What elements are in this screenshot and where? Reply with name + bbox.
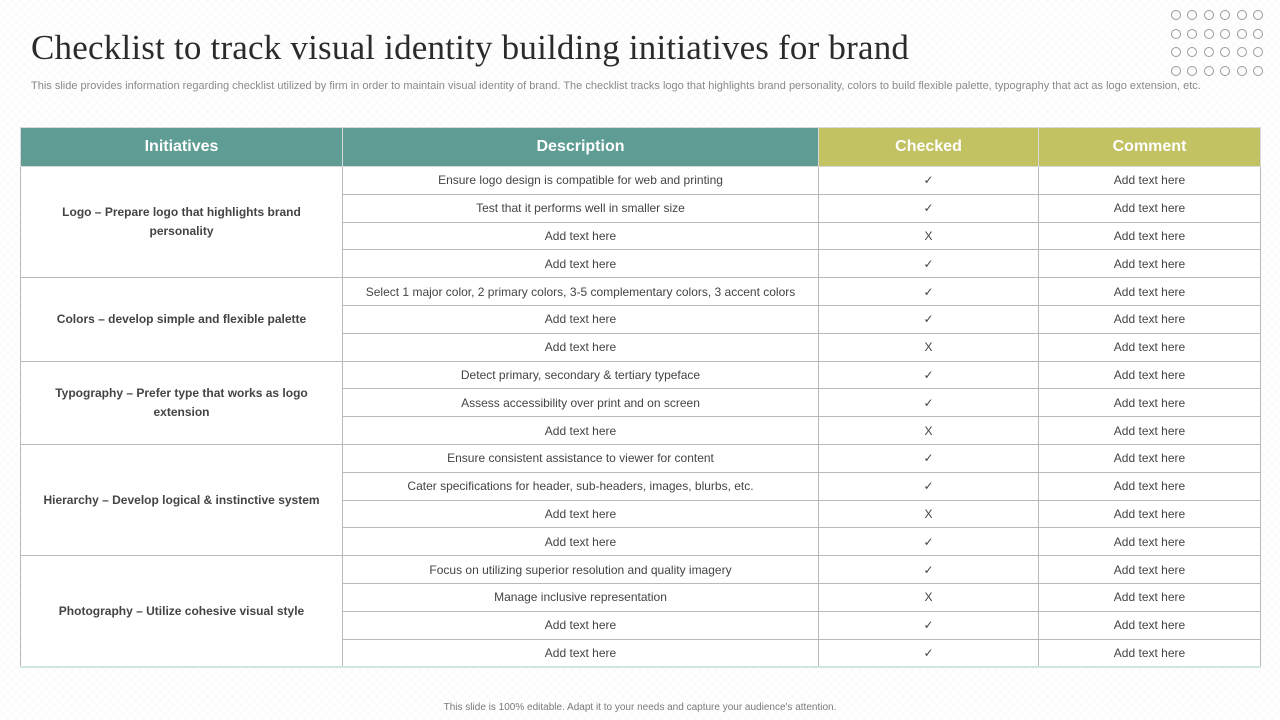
dot (1237, 66, 1247, 76)
checked-cell: X (819, 222, 1039, 250)
dot (1171, 10, 1181, 20)
comment-cell: Add text here (1039, 250, 1261, 278)
checked-cell: ✓ (819, 278, 1039, 306)
comment-cell: Add text here (1039, 389, 1261, 417)
table-row (21, 556, 1261, 584)
description-cell: Manage inclusive representation (343, 583, 819, 611)
comment-cell: Add text here (1039, 222, 1261, 250)
checked-cell: ✓ (819, 194, 1039, 222)
comment-cell: Add text here (1039, 583, 1261, 611)
description-cell: Add text here (343, 528, 819, 556)
checked-cell: ✓ (819, 305, 1039, 333)
dot (1253, 66, 1263, 76)
checked-cell: ✓ (819, 389, 1039, 417)
description-cell: Add text here (343, 250, 819, 278)
footer-note: This slide is 100% editable. Adapt it to your needs and capture your audience's attention. (443, 702, 837, 713)
dot (1253, 10, 1263, 20)
comment-cell: Add text here (1039, 194, 1261, 222)
description-cell: Ensure consistent assistance to viewer for content (343, 444, 819, 472)
dot (1204, 66, 1214, 76)
dot (1237, 47, 1247, 57)
description-cell: Cater specifications for header, sub-headers, images, blurbs, etc. (343, 472, 819, 500)
dot (1237, 10, 1247, 20)
dot (1220, 29, 1230, 39)
dot (1220, 10, 1230, 20)
initiative-cell: Typography – Prefer type that works as logo extension (21, 361, 343, 444)
comment-cell: Add text here (1039, 611, 1261, 639)
dot (1204, 47, 1214, 57)
checked-cell: ✓ (819, 444, 1039, 472)
table-row (21, 278, 1261, 306)
comment-cell: Add text here (1039, 167, 1261, 195)
dot (1237, 29, 1247, 39)
comment-cell: Add text here (1039, 500, 1261, 528)
description-cell: Add text here (343, 222, 819, 250)
checked-cell: X (819, 417, 1039, 445)
header-description: Description (343, 128, 819, 167)
checklist-table (20, 127, 1261, 668)
comment-cell: Add text here (1039, 417, 1261, 445)
checked-cell: ✓ (819, 472, 1039, 500)
comment-cell: Add text here (1039, 305, 1261, 333)
dot (1171, 29, 1181, 39)
description-cell: Select 1 major color, 2 primary colors, 3-5 complementary colors, 3 accent colors (343, 278, 819, 306)
checked-cell: ✓ (819, 250, 1039, 278)
dot (1204, 10, 1214, 20)
checked-cell: ✓ (819, 167, 1039, 195)
table-row (21, 167, 1261, 195)
header-checked: Checked (819, 128, 1039, 167)
description-cell: Add text here (343, 305, 819, 333)
table-row (21, 444, 1261, 472)
comment-cell: Add text here (1039, 528, 1261, 556)
dot (1220, 66, 1230, 76)
comment-cell: Add text here (1039, 333, 1261, 361)
dot (1204, 29, 1214, 39)
header-initiatives: Initiatives (21, 128, 343, 167)
dot (1187, 47, 1197, 57)
initiative-cell: Hierarchy – Develop logical & instinctive system (21, 444, 343, 555)
comment-cell: Add text here (1039, 444, 1261, 472)
checked-cell: ✓ (819, 528, 1039, 556)
description-cell: Add text here (343, 417, 819, 445)
comment-cell: Add text here (1039, 278, 1261, 306)
comment-cell: Add text here (1039, 556, 1261, 584)
comment-cell: Add text here (1039, 361, 1261, 389)
table-row (21, 361, 1261, 389)
checked-cell: X (819, 583, 1039, 611)
initiative-cell: Colors – develop simple and flexible palette (21, 278, 343, 361)
description-cell: Assess accessibility over print and on screen (343, 389, 819, 417)
comment-cell: Add text here (1039, 639, 1261, 667)
dot (1187, 10, 1197, 20)
description-cell: Add text here (343, 333, 819, 361)
table-header-row (21, 128, 1261, 167)
comment-cell: Add text here (1039, 472, 1261, 500)
dot (1171, 47, 1181, 57)
description-cell: Add text here (343, 611, 819, 639)
page-subtitle: This slide provides information regarding checklist utilized by firm in order to maintain visual identity of brand. The checklist tracks logo that highlights brand personality, colors to build flexible palette, typography that act as logo extension, etc. (31, 80, 1201, 92)
dot (1253, 47, 1263, 57)
checked-cell: ✓ (819, 556, 1039, 584)
checked-cell: ✓ (819, 639, 1039, 667)
description-cell: Add text here (343, 639, 819, 667)
checked-cell: ✓ (819, 611, 1039, 639)
checked-cell: X (819, 333, 1039, 361)
description-cell: Add text here (343, 500, 819, 528)
table-body (21, 167, 1261, 667)
description-cell: Test that it performs well in smaller size (343, 194, 819, 222)
dot (1253, 29, 1263, 39)
dot-grid-icon (1171, 10, 1263, 76)
checked-cell: X (819, 500, 1039, 528)
description-cell: Ensure logo design is compatible for web and printing (343, 167, 819, 195)
description-cell: Focus on utilizing superior resolution and quality imagery (343, 556, 819, 584)
description-cell: Detect primary, secondary & tertiary typeface (343, 361, 819, 389)
initiative-cell: Photography – Utilize cohesive visual style (21, 556, 343, 667)
dot (1220, 47, 1230, 57)
header-comment: Comment (1039, 128, 1261, 167)
dot (1187, 29, 1197, 39)
checked-cell: ✓ (819, 361, 1039, 389)
dot (1187, 66, 1197, 76)
initiative-cell: Logo – Prepare logo that highlights brand personality (21, 167, 343, 278)
page-title: Checklist to track visual identity building initiatives for brand (31, 28, 910, 67)
dot (1171, 66, 1181, 76)
